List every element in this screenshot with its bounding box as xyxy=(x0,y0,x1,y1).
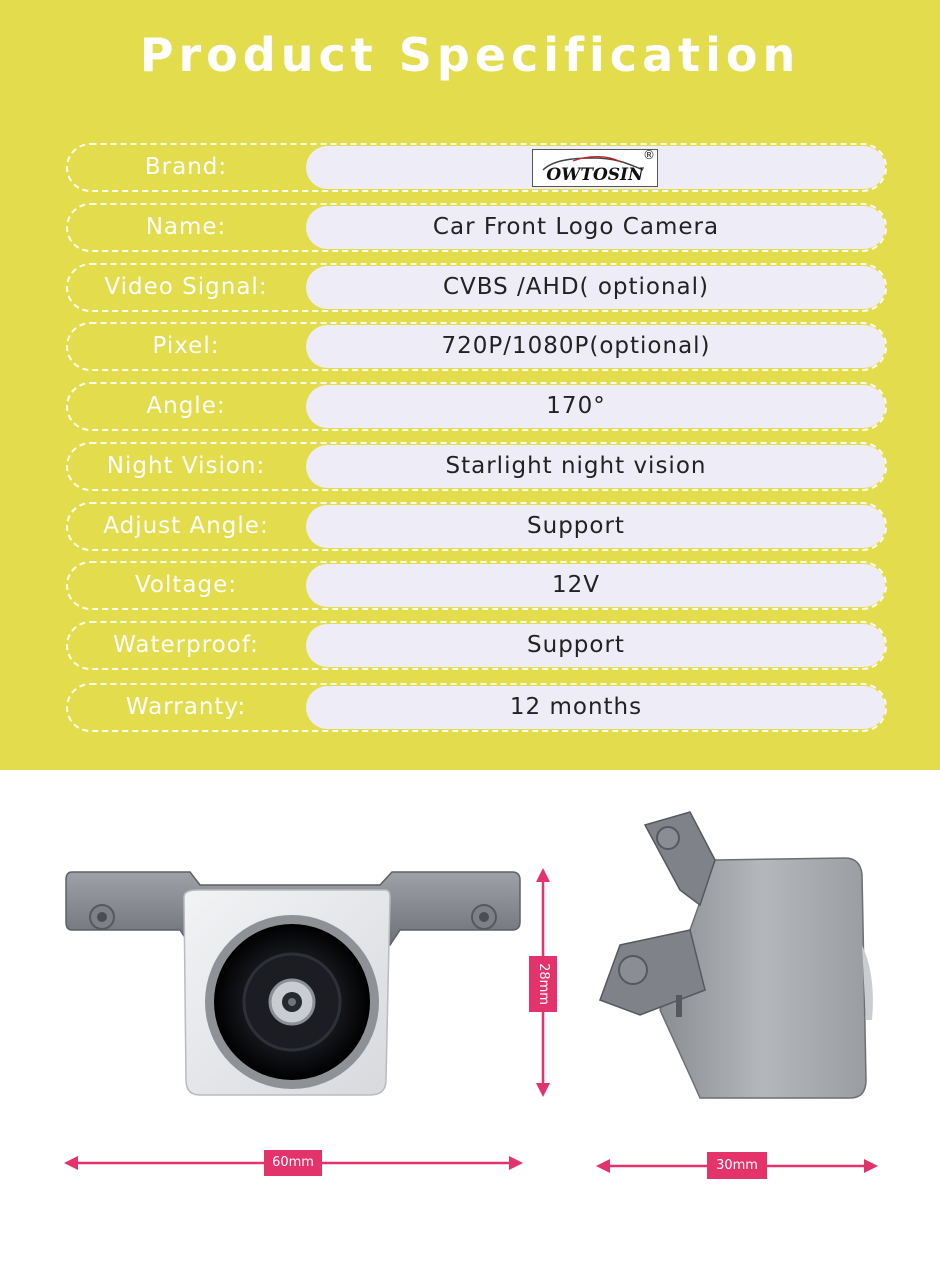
brand-logo-text: OWTOSIN xyxy=(546,165,644,185)
spec-label: Pixel: xyxy=(152,333,220,359)
spec-value: Starlight night vision xyxy=(445,453,707,479)
spec-value: CVBS /AHD( optional) xyxy=(442,274,710,300)
spec-value: 170° xyxy=(546,393,606,419)
spec-value: Support xyxy=(527,513,625,539)
spec-value: 720P/1080P(optional) xyxy=(441,333,711,359)
spec-label: Night Vision: xyxy=(106,453,266,479)
spec-value: 12V xyxy=(551,572,600,598)
page-title: Product Specification xyxy=(139,28,801,82)
spec-value: Car Front Logo Camera xyxy=(432,214,720,240)
dimension-label-height: 28mm xyxy=(529,956,557,1012)
camera-front-view xyxy=(66,872,520,1095)
spec-label: Warranty: xyxy=(125,694,247,720)
spec-label: Name: xyxy=(145,214,227,240)
spec-value: Support xyxy=(527,632,625,658)
dimension-label-width: 60mm xyxy=(264,1150,322,1176)
camera-side-view xyxy=(600,812,873,1098)
spec-label: Voltage: xyxy=(134,572,238,598)
spec-label: Video Signal: xyxy=(104,274,268,300)
registered-mark: ® xyxy=(643,148,655,162)
dimension-label-depth: 30mm xyxy=(707,1152,767,1179)
spec-label: Angle: xyxy=(146,393,226,419)
spec-label: Adjust Angle: xyxy=(103,513,269,539)
spec-label: Waterproof: xyxy=(113,632,259,658)
spec-value: 12 months xyxy=(509,694,643,720)
spec-label: Brand: xyxy=(144,154,228,180)
